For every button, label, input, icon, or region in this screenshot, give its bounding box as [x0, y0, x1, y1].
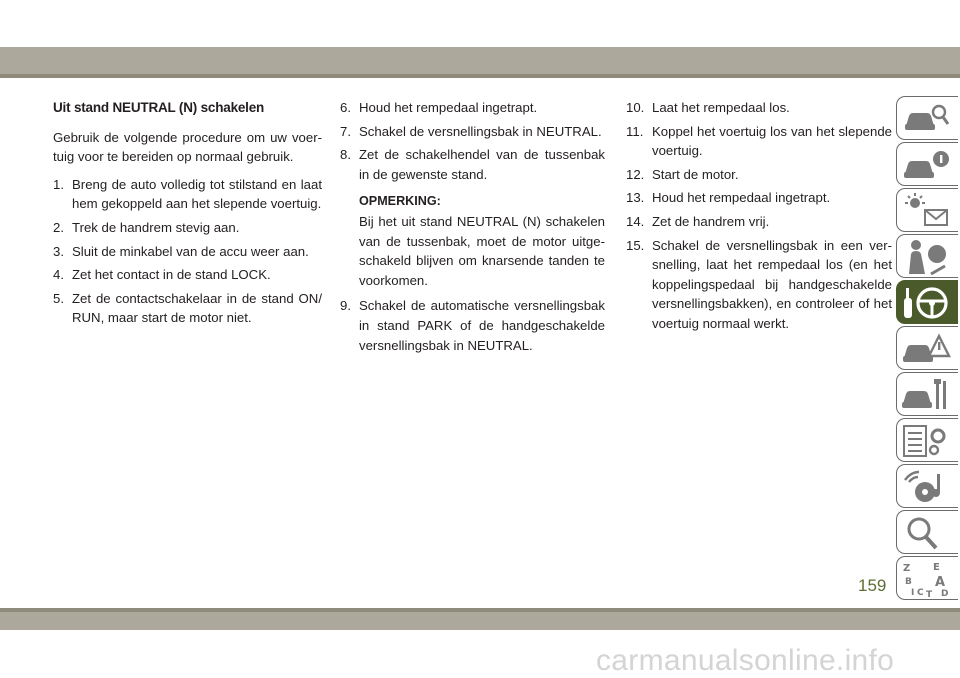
- page-number: 159: [858, 576, 887, 595]
- tab-safety[interactable]: [896, 234, 958, 278]
- svg-text:B: B: [905, 577, 912, 587]
- tab-index[interactable]: [896, 556, 958, 600]
- tab-starting-operating[interactable]: [896, 280, 958, 324]
- step-text: Sluit de minkabel van de accu weer aan.: [72, 243, 309, 259]
- steps-list-3: [626, 98, 892, 334]
- tab-car-search[interactable]: [896, 96, 958, 140]
- svg-text:T: T: [926, 590, 933, 598]
- step-number: 10.: [626, 100, 645, 115]
- tab-warning-lights[interactable]: [896, 188, 958, 232]
- step-text: Zet de handrem vrij.: [652, 213, 770, 229]
- column-2: [340, 98, 605, 359]
- svg-text:I: I: [911, 588, 915, 598]
- car-tools-icon: [901, 376, 951, 414]
- car-info-icon: [901, 146, 951, 184]
- list-item: [53, 242, 322, 262]
- svg-text:A: A: [935, 575, 946, 590]
- step-number: 4.: [53, 267, 64, 283]
- step-number: 13.: [626, 190, 645, 206]
- list-item: [53, 218, 322, 238]
- step-text: Zet de schakelhendel van de tussenbak in de gewenste stand.: [359, 147, 605, 182]
- list-item: [626, 212, 892, 232]
- multimedia-icon: [901, 468, 951, 506]
- step-text: Zet de contactschakelaar in de stand ON/ RUN, maar start de motor niet.: [72, 290, 322, 326]
- step-number: 7.: [340, 123, 351, 139]
- list-item: [626, 165, 892, 185]
- step-text: Schakel de versnellingsbak in NEUTRAL.: [359, 123, 602, 139]
- section-heading: Uit stand NEUTRAL (N) schakelen: [53, 100, 265, 115]
- tab-multimedia[interactable]: [896, 464, 958, 508]
- column-3: [626, 98, 892, 338]
- tab-service[interactable]: [896, 372, 958, 416]
- step-text: Koppel het voertuig los van het slepende voertuig.: [652, 123, 892, 159]
- key-steering-wheel-icon: [901, 284, 951, 322]
- svg-text:Z: Z: [903, 563, 911, 574]
- steps-list-2: [340, 98, 605, 355]
- step-number: 9.: [340, 298, 351, 314]
- note-title: OPMERKING:: [359, 194, 441, 209]
- column-1: [53, 98, 322, 332]
- watermark: carmanualsonline.info: [596, 644, 895, 677]
- tab-emergency[interactable]: [896, 326, 958, 370]
- footer-band: [0, 612, 960, 630]
- step-number: 3.: [53, 243, 64, 259]
- car-hazard-icon: [901, 330, 951, 368]
- list-item: [626, 236, 892, 334]
- list-item: [626, 122, 892, 161]
- search-icon: [901, 514, 951, 552]
- svg-text:D: D: [941, 589, 949, 598]
- step-text: Houd het rempedaal ingetrapt.: [652, 190, 831, 206]
- step-text: Schakel de automatische versnellingsbak in stand PARK of de handgeschakelde versnellingsbak in NEUTRAL.: [359, 298, 605, 353]
- step-number: 15.: [626, 237, 645, 253]
- list-item: [340, 122, 605, 142]
- step-text: Laat het rempedaal los.: [652, 100, 790, 115]
- tab-search[interactable]: [896, 510, 958, 554]
- list-item: [626, 98, 892, 118]
- step-text: Schakel de versnellingsbak in een ver-snelling, laat het rempedaal los (en het koppelingspedaal bij handgeschakelde versnellingsbakken), en controleer of het voertuig normaal werkt.: [652, 237, 892, 331]
- tab-specifications[interactable]: [896, 418, 958, 462]
- list-item: [53, 265, 322, 285]
- step-number: 12.: [626, 166, 645, 182]
- warning-light-message-icon: [901, 192, 951, 230]
- header-band-line: [0, 74, 960, 78]
- step-text: Houd het rempedaal ingetrapt.: [359, 100, 538, 115]
- step-number: 14.: [626, 213, 645, 229]
- tab-car-info[interactable]: [896, 142, 958, 186]
- step-number: 1.: [53, 176, 64, 192]
- step-number: 11.: [626, 123, 644, 139]
- step-number: 8.: [340, 147, 351, 163]
- index-letters-icon: [901, 560, 951, 598]
- header-band: [0, 47, 960, 74]
- list-item: [340, 98, 605, 118]
- step-number: 5.: [53, 290, 64, 306]
- list-item: [53, 289, 322, 328]
- specifications-gear-icon: [901, 422, 951, 460]
- step-text: Breng de auto volledig tot stilstand en laat hem gekoppeld aan het slepende voertuig.: [72, 176, 322, 212]
- note-text: Bij het uit stand NEUTRAL (N) schakelen van de tussenbak, moet de motor uitge-schakeld blijven om knarsende tanden te voorkomen.: [359, 213, 605, 288]
- passenger-airbag-icon: [901, 238, 951, 276]
- intro-paragraph: Gebruik de volgende procedure om uw voer-tuig voor te bereiden op normaal gebruik.: [53, 129, 322, 165]
- svg-text:E: E: [933, 562, 940, 573]
- list-item: [340, 296, 605, 355]
- list-item: [626, 188, 892, 208]
- car-search-icon: [901, 100, 951, 138]
- svg-text:C: C: [917, 588, 924, 598]
- list-item: [340, 145, 605, 290]
- step-text: Zet het contact in de stand LOCK.: [72, 267, 271, 283]
- steps-list-1: [53, 175, 322, 328]
- list-item: [53, 175, 322, 214]
- step-number: 2.: [53, 219, 64, 235]
- step-number: 6.: [340, 100, 351, 115]
- step-text: Trek de handrem stevig aan.: [72, 219, 240, 235]
- step-text: Start de motor.: [652, 166, 739, 182]
